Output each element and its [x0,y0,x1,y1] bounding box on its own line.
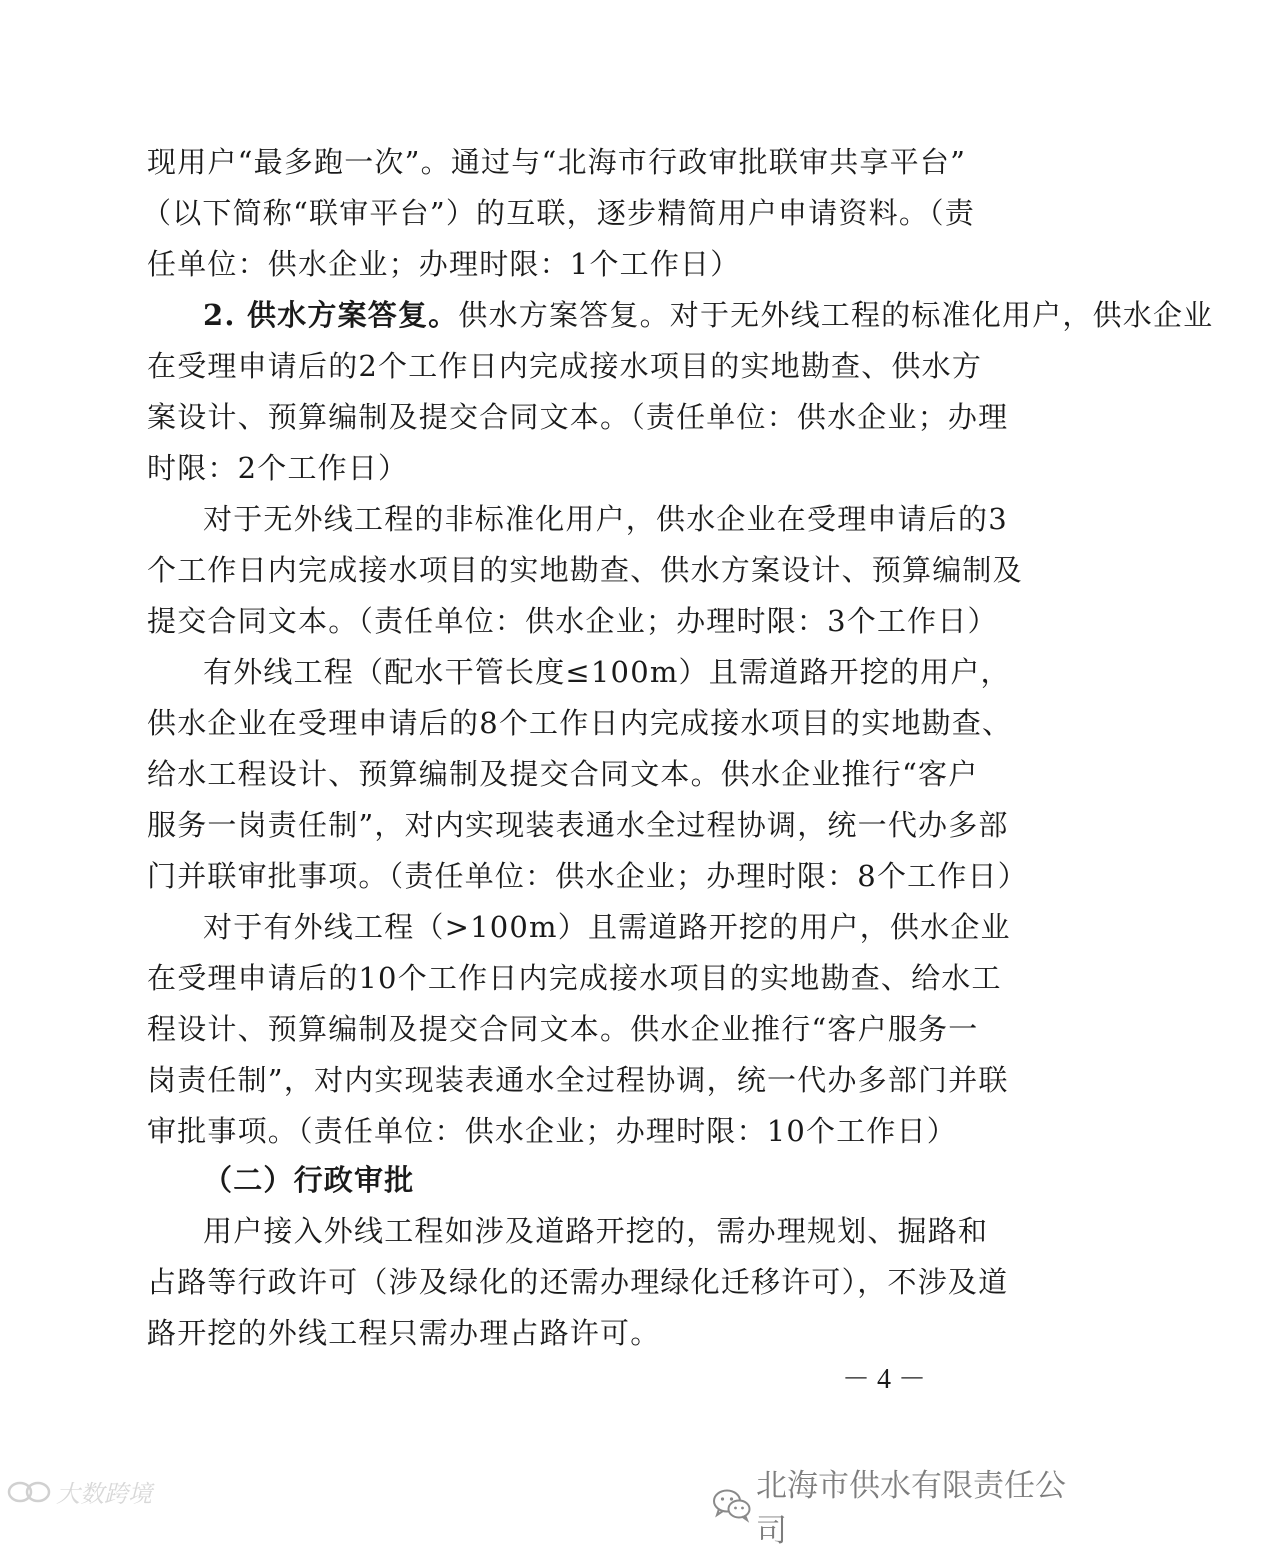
text-line: 案设计、预算编制及提交合同文本。（责任单位：供水企业；办理 [147,400,1009,434]
text-line: 给水工程设计、预算编制及提交合同文本。供水企业推行“客户 [147,757,979,791]
section-heading: （二）行政审批 [203,1163,415,1197]
text-line: 个工作日内完成接水项目的实地勘查、供水方案设计、预算编制及 [147,553,1023,587]
text-line: 用户接入外线工程如涉及道路开挖的，需办理规划、掘路和 [203,1214,989,1248]
text-line: 供水方案答复。对于无外线工程的标准化用户，供水企业 [458,298,1214,332]
wechat-watermark [712,1460,1080,1550]
brand-name: 大数跨境 [56,1480,152,1508]
text-line: （以下简称“联审平台”）的互联，逐步精简用户申请资料。（责 [142,196,975,230]
brand-watermark [6,1474,152,1509]
brand-logo-icon [6,1479,52,1505]
footer-watermarks [0,1452,1080,1549]
text-line: 在受理申请后的10个工作日内完成接水项目的实地勘查、给水工 [147,961,1002,995]
text-line: 供水企业在受理申请后的8个工作日内完成接水项目的实地勘查、 [147,706,1013,740]
text-line: 程设计、预算编制及提交合同文本。供水企业推行“客户服务一 [147,1012,979,1046]
item-2-paragraph-start [203,295,1283,335]
text-line: 现用户“最多跑一次”。通过与“北海市行政审批联审共享平台” [147,145,967,179]
wechat-icon [712,1488,752,1522]
text-line: 服务一岗责任制”，对内实现装表通水全过程协调，统一代办多部 [147,808,1009,842]
text-line: 路开挖的外线工程只需办理占路许可。 [147,1316,661,1350]
wechat-account-name: 北海市供水有限责任公司 [756,1468,1066,1549]
text-line: 任单位：供水企业；办理时限：1个工作日） [147,247,741,281]
text-line: 门并联审批事项。（责任单位：供水企业；办理时限：8个工作日） [147,859,1028,893]
text-line: 时限：2个工作日） [147,451,409,485]
text-line: 对于有外线工程（>100m）且需道路开挖的用户，供水企业 [203,910,1011,944]
text-line: 对于无外线工程的非标准化用户，供水企业在受理申请后的3 [203,502,1008,536]
text-line: 有外线工程（配水干管长度≤100m）且需道路开挖的用户， [203,655,1011,689]
item-2-heading: 2. 供水方案答复。 [203,298,459,332]
text-line: 审批事项。（责任单位：供水企业；办理时限：10个工作日） [147,1114,958,1148]
text-line: 占路等行政许可（涉及绿化的还需办理绿化迁移许可），不涉及道 [147,1265,1009,1299]
text-line: 在受理申请后的2个工作日内完成接水项目的实地勘查、供水方 [147,349,983,383]
page-number: － 4 － [842,1364,927,1395]
text-line: 岗责任制”，对内实现装表通水全过程协调，统一代办多部门并联 [147,1063,1009,1097]
text-line: 提交合同文本。（责任单位：供水企业；办理时限：3个工作日） [147,604,998,638]
